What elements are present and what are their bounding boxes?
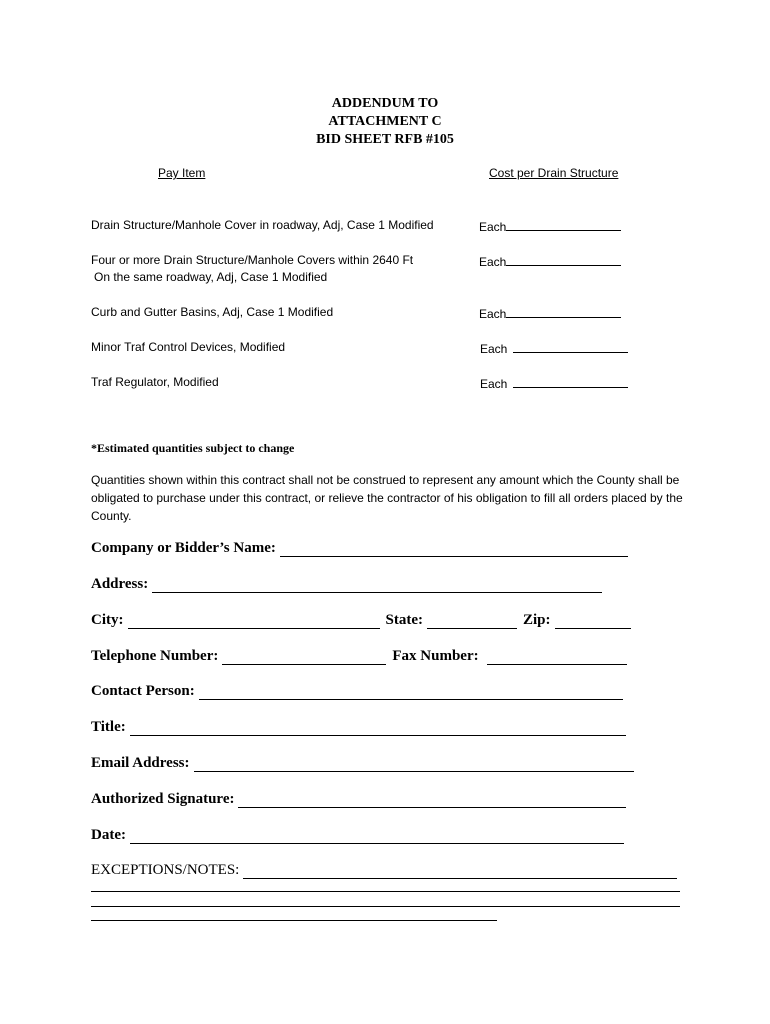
contact-input-line[interactable] — [199, 685, 623, 700]
date-input-line[interactable] — [130, 829, 624, 844]
company-label: Company or Bidder’s Name: — [91, 540, 276, 556]
pay-item-2-cont: On the same roadway, Adj, Case 1 Modified — [94, 270, 328, 284]
signature-input-line[interactable] — [238, 793, 626, 808]
exceptions-line-3[interactable] — [91, 906, 680, 907]
telephone-input-line[interactable] — [222, 650, 386, 665]
state-input-line[interactable] — [427, 614, 517, 629]
each-label: Each — [479, 307, 507, 321]
title-field[interactable] — [91, 719, 626, 736]
title-line-3: BID SHEET RFB #105 — [316, 132, 454, 147]
email-label: Email Address: — [91, 755, 190, 771]
phone-fax-field[interactable] — [91, 648, 627, 665]
signature-label: Authorized Signature: — [91, 791, 235, 807]
pay-item-3: Curb and Gutter Basins, Adj, Case 1 Modified — [91, 305, 334, 319]
cost-blank[interactable] — [513, 375, 628, 388]
each-field-1[interactable] — [479, 218, 621, 234]
state-label: State: — [385, 612, 423, 628]
email-field[interactable] — [91, 755, 634, 772]
zip-input-line[interactable] — [555, 614, 631, 629]
exceptions-line-4[interactable] — [91, 920, 497, 921]
contact-field[interactable] — [91, 683, 623, 700]
contact-label: Contact Person: — [91, 683, 195, 699]
pay-item-header: Pay Item — [158, 166, 206, 180]
exceptions-field[interactable] — [91, 862, 677, 879]
address-field[interactable] — [91, 576, 602, 593]
pay-item-4: Minor Traf Control Devices, Modified — [91, 340, 286, 354]
address-label: Address: — [91, 576, 149, 592]
company-input-line[interactable] — [280, 542, 628, 557]
each-field-3[interactable] — [479, 305, 621, 321]
each-label: Each — [480, 377, 508, 391]
each-label: Each — [479, 255, 507, 269]
email-input-line[interactable] — [194, 757, 634, 772]
date-label: Date: — [91, 827, 126, 843]
each-field-2[interactable] — [479, 253, 621, 269]
city-label: City: — [91, 612, 124, 628]
cost-blank[interactable] — [506, 253, 621, 266]
fax-label: Fax Number: — [392, 648, 479, 664]
title-label: Title: — [91, 719, 126, 735]
company-field[interactable] — [91, 540, 628, 557]
cost-blank[interactable] — [513, 340, 628, 353]
telephone-label: Telephone Number: — [91, 648, 219, 664]
pay-item-1: Drain Structure/Manhole Cover in roadway, Adj, Case 1 Modified — [91, 218, 434, 232]
city-state-zip-field[interactable] — [91, 612, 631, 629]
address-input-line[interactable] — [152, 578, 602, 593]
cost-header: Cost per Drain Structure — [489, 166, 619, 180]
exceptions-label: EXCEPTIONS/NOTES: — [91, 862, 240, 878]
exceptions-input-line[interactable] — [243, 864, 677, 879]
exceptions-line-2[interactable] — [91, 891, 680, 892]
date-field[interactable] — [91, 827, 624, 844]
signature-field[interactable] — [91, 791, 626, 808]
title-line-1: ADDENDUM TO — [331, 96, 439, 111]
title-line-2: ATTACHMENT C — [328, 114, 442, 129]
cost-blank[interactable] — [506, 218, 621, 231]
fax-input-line[interactable] — [487, 650, 627, 665]
pay-item-2: Four or more Drain Structure/Manhole Covers within 2640 Ft — [91, 253, 414, 267]
city-input-line[interactable] — [128, 614, 380, 629]
estimate-note: *Estimated quantities subject to change — [91, 441, 295, 455]
zip-label: Zip: — [523, 612, 551, 628]
cost-blank[interactable] — [506, 305, 621, 318]
each-field-4[interactable] — [480, 340, 628, 356]
each-field-5[interactable] — [480, 375, 628, 391]
contract-paragraph: Quantities shown within this contract shall not be construed to represent any amount which the County shall be obligated to purchase under this contract, or relieve the contractor of his obligation to fill all orders placed by the County. — [91, 473, 683, 523]
each-label: Each — [479, 220, 507, 234]
each-label: Each — [480, 342, 508, 356]
pay-item-5: Traf Regulator, Modified — [91, 375, 219, 389]
title-input-line[interactable] — [130, 721, 626, 736]
